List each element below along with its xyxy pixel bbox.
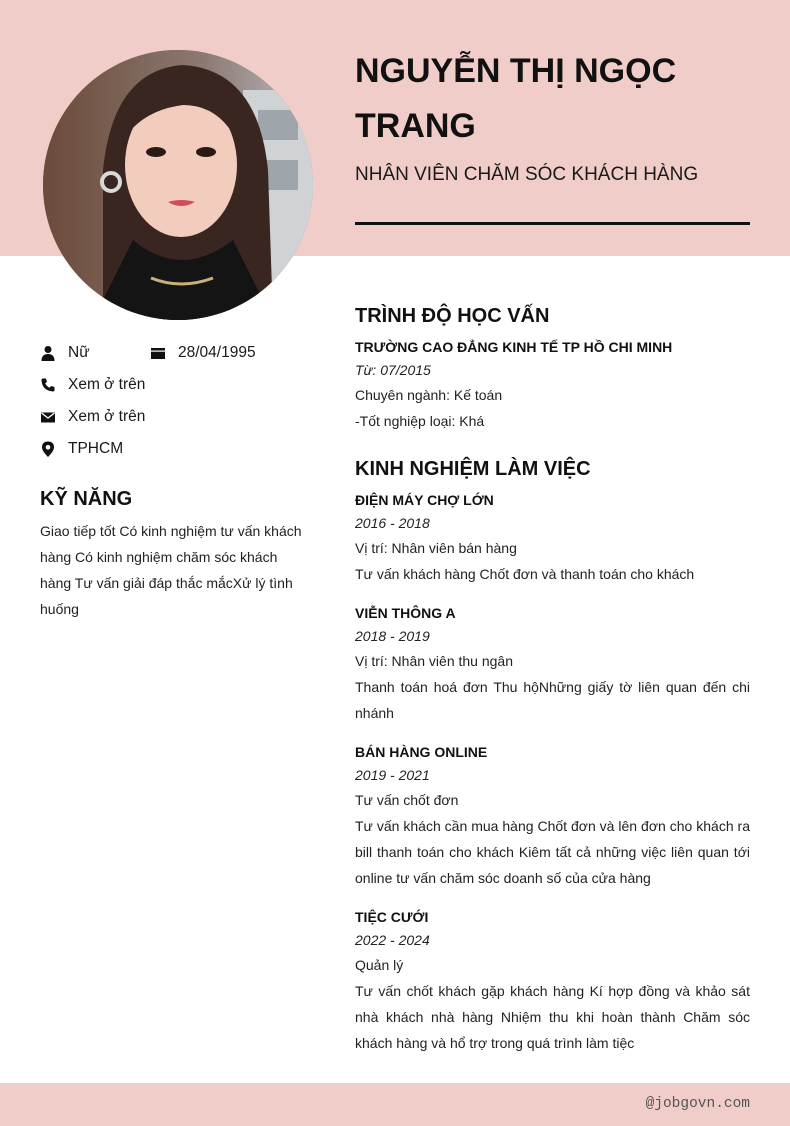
email-value: Xem ở trên (68, 408, 146, 425)
contact-gender (40, 343, 90, 363)
job-description: Tư vấn khách cần mua hàng Chốt đơn và lên đơn cho khách ra bill thanh toán cho khách Kiêm tất cả những việc liên quan tới online tư vấn chăm sóc doanh số của cửa hàng (355, 818, 750, 886)
job-company: VIỄN THÔNG A (355, 605, 456, 621)
birthdate-value: 28/04/1995 (178, 344, 256, 361)
job-entry (355, 489, 750, 587)
phone-icon (40, 377, 56, 393)
education-heading: TRÌNH ĐỘ HỌC VẤN (355, 305, 550, 327)
contact-email (40, 407, 145, 427)
job-entry (355, 602, 750, 726)
candidate-title: NHÂN VIÊN CHĂM SÓC KHÁCH HÀNG (355, 164, 699, 185)
contact-phone (40, 375, 145, 395)
job-period: 2018 - 2019 (355, 628, 430, 644)
calendar-icon (150, 345, 166, 361)
job-position: Tư vấn chốt đơn (355, 792, 459, 808)
job-period: 2022 - 2024 (355, 932, 430, 948)
job-position: Quản lý (355, 957, 404, 973)
experience-heading: KINH NGHIỆM LÀM VIỆC (355, 458, 591, 480)
job-company: TIỆC CƯỚI (355, 909, 429, 925)
skills-heading: KỸ NĂNG (40, 488, 133, 510)
title-divider (355, 222, 750, 225)
education-grade: -Tốt nghiệp loại: Khá (355, 413, 485, 429)
address-value: TPHCM (68, 440, 124, 457)
gender-value: Nữ (68, 344, 90, 361)
job-description: Thanh toán hoá đơn Thu hộNhững giấy tờ liên quan đến chi nhánh (355, 679, 750, 721)
job-position: Vị trí: Nhân viên thu ngân (355, 653, 513, 669)
job-entry (355, 906, 750, 1056)
job-company: ĐIỆN MÁY CHỢ LỚN (355, 492, 494, 508)
profile-photo-illustration (43, 50, 313, 320)
mail-icon (40, 409, 56, 425)
contact-address (40, 439, 123, 459)
footer-watermark: @jobgovn.com (645, 1096, 750, 1112)
job-company: BÁN HÀNG ONLINE (355, 744, 488, 760)
person-icon (40, 345, 56, 361)
profile-photo (43, 50, 313, 320)
education-major: Chuyên ngành: Kế toán (355, 387, 503, 403)
candidate-name: NGUYỄN THỊ NGỌC TRANG (355, 52, 677, 145)
education-entry (355, 336, 750, 434)
job-position: Vị trí: Nhân viên bán hàng (355, 540, 517, 556)
job-entry (355, 741, 750, 891)
phone-value: Xem ở trên (68, 376, 146, 393)
job-period: 2016 - 2018 (355, 515, 430, 531)
job-description: Tư vấn chốt khách gặp khách hàng Kí hợp đồng và khảo sát nhà khách nhà hàng Nhiệm thu khi hoàn thành Chăm sóc khách hàng và hổ trợ trong quá trình làm tiệc (355, 983, 750, 1051)
education-period: Từ: 07/2015 (355, 362, 431, 378)
location-pin-icon (40, 441, 56, 457)
job-period: 2019 - 2021 (355, 767, 430, 783)
job-description: Tư vấn khách hàng Chốt đơn và thanh toán cho khách (355, 566, 695, 582)
skills-text: Giao tiếp tốt Có kinh nghiệm tư vấn khách hàng Có kinh nghiệm chăm sóc khách hàng Tư vấn giải đáp thắc mắcXử lý tình huống (40, 523, 302, 617)
school-name: TRƯỜNG CAO ĐẲNG KINH TẾ TP HỒ CHI MINH (355, 339, 673, 355)
contact-birthdate (150, 343, 256, 363)
